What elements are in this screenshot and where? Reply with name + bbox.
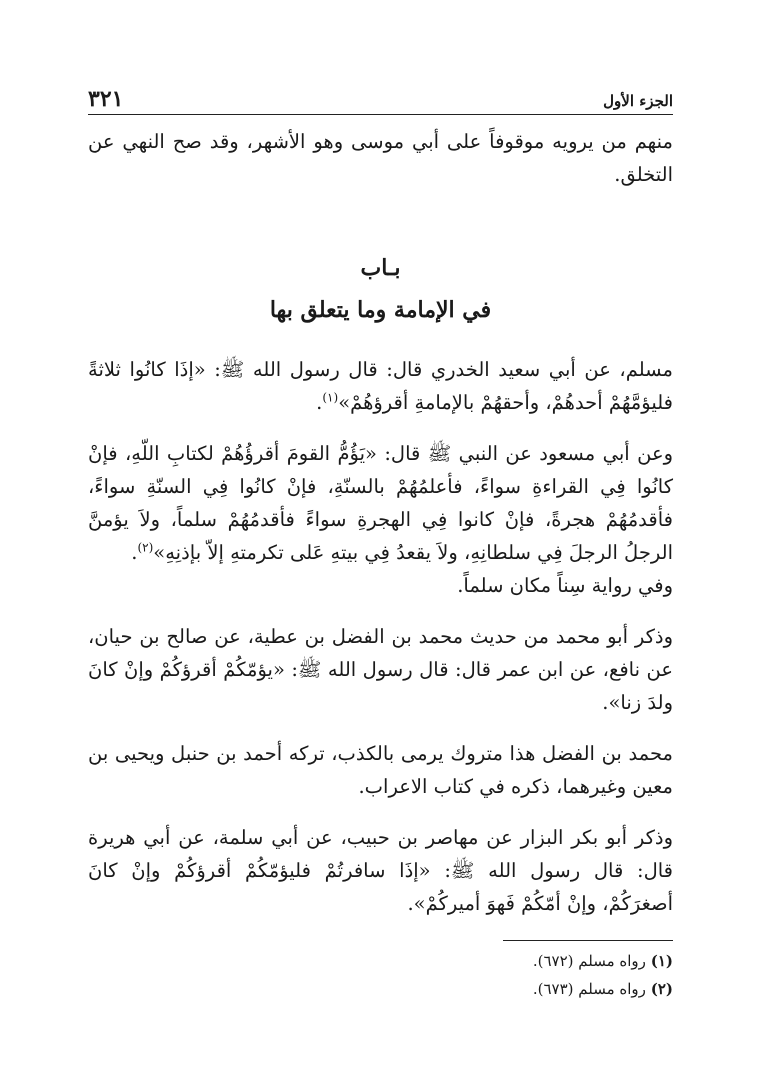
chapter-label: بـاب <box>360 255 401 281</box>
footnote-1 <box>503 947 673 975</box>
footnote-ref-2[interactable]: (٢) <box>137 540 154 555</box>
hadith-muslim-paragraph <box>88 353 673 419</box>
footnotes <box>503 940 673 1003</box>
footnote-number: (١) <box>650 952 673 970</box>
muhammad-ibn-fadl-paragraph: محمد بن الفضل هذا متروك يرمى بالكذب، تركه أحمد بن حنبل ويحيى بن معين وغيرهما، ذكره في كتاب الاعراب. <box>88 742 673 798</box>
hadith-muslim-end: . <box>316 391 323 414</box>
hadith-ibn-masud-paragraph <box>88 437 673 569</box>
hadith-muslim-text: مسلم، عن أبي سعيد الخدري قال: قال رسول الله ﷺ: «إذَا كانُوا ثلاثةً فليؤمَّهُمْ أحدهُمْ، وأحقهُمْ بالإمامةِ أقرؤهُمْ» <box>88 358 673 414</box>
footnote-ref-1[interactable]: (١) <box>322 390 339 405</box>
page-number: ٣٢١ <box>88 86 124 112</box>
continuation-paragraph: منهم من يرويه موقوفاً على أبي موسى وهو الأشهر، وقد صح النهي عن التخلق. <box>88 130 673 186</box>
hadith-ibn-masud-end: . <box>131 541 138 564</box>
footnote-number: (٢) <box>650 980 673 998</box>
footnote-text: رواه مسلم (٦٧٢). <box>532 952 646 970</box>
book-page <box>88 80 673 1003</box>
running-title: الجزء الأول <box>603 92 673 110</box>
riwaya-paragraph: وفي رواية سِناً مكان سلماً. <box>457 574 673 597</box>
footnote-text: رواه مسلم (٦٧٣). <box>532 980 646 998</box>
chapter-title: في الإمامة وما يتعلق بها <box>269 297 492 323</box>
footnote-2 <box>503 975 673 1003</box>
hadith-ibn-masud-text: وعن أبي مسعود عن النبي ﷺ قال: «يَؤُمُّ القومَ أقرؤُهُمْ لكتابِ اللّهِ، فإنْ كانُوا فِي القراءةِ سواءً، فأعلمُهُمْ بالسنّةِ، فإنْ كانُوا فِي السنّةِ سواءً، فأقدمُهُمْ هجرةً، فإنْ كانوا فِي الهجرةِ سواءً فأقدمُهُمْ سلماً، ولاَ يؤمنَّ الرجلُ الرجلَ فِي سلطانِهِ، ولاَ يقعدُ فِي بيتهِ عَلى تكرمتهِ إلاّ بإذنِهِ» <box>88 442 673 564</box>
abu-muhammad-paragraph: وذكر أبو محمد من حديث محمد بن الفضل بن عطية، عن صالح بن حيان، عن نافع، عن ابن عمر قال: قال رسول الله ﷺ: «يؤمّكُمْ أقرؤكُمْ وإنْ كانَ ولدَ زنا». <box>88 625 673 714</box>
abu-bakr-bazzar-paragraph: وذكر أبو بكر البزار عن مهاصر بن حبيب، عن أبي سلمة، عن أبي هريرة قال: قال رسول الله ﷺ: «إذَا سافرتُمْ فليؤمّكُمْ أقرؤكُمْ وإنْ كانَ أصغرَكُمْ، وإنْ أمّكُمْ فَهوَ أميركُمْ». <box>88 826 673 915</box>
page-header <box>88 80 673 115</box>
